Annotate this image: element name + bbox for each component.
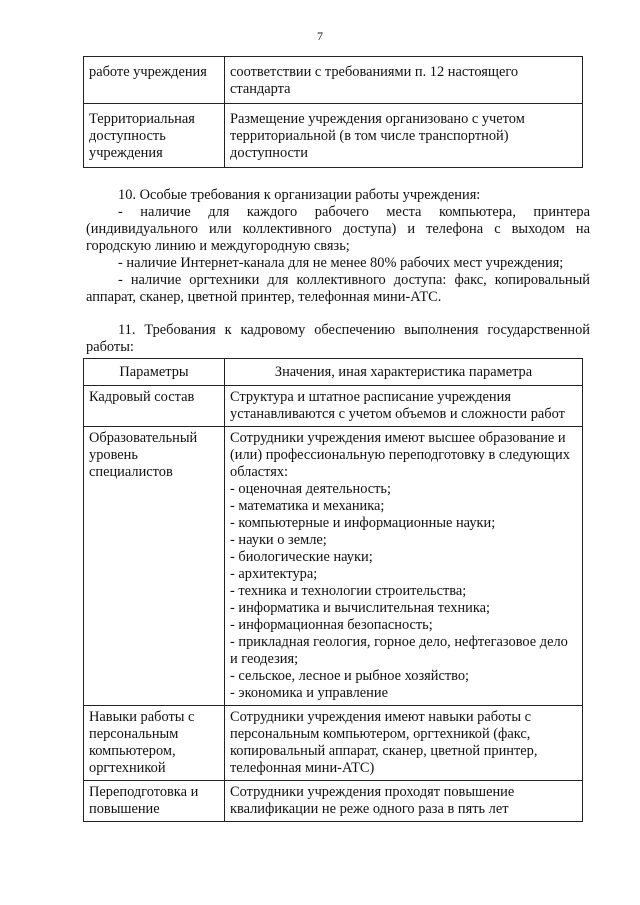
cell-line: персональным — [89, 726, 179, 742]
cell-line: - биологические науки; — [230, 549, 373, 565]
cell-line: - техника и технологии строительства; — [230, 583, 467, 599]
page-number: 7 — [317, 29, 323, 43]
list-item-line: городскую линию и междугородную связь; — [86, 238, 350, 254]
column-header: Значения, иная характеристика параметра — [225, 359, 583, 386]
cell-line: - архитектура; — [230, 566, 318, 582]
cell-line: уровень — [89, 447, 138, 463]
table-row — [84, 427, 583, 706]
cell-line: (или) профессиональную переподготовку в следующих — [230, 447, 570, 463]
table-row — [84, 706, 583, 781]
cell-line: Образовательный — [89, 430, 198, 446]
list-item-line: - наличие для каждого рабочего места компьютера, принтера — [118, 204, 590, 220]
list-item-line: аппарат, сканер, цветной принтер, телефонная мини-АТС. — [86, 289, 442, 305]
list-item-line: - наличие оргтехники для коллективного доступа: факс, копировальный — [118, 272, 590, 288]
section-10 — [86, 187, 590, 306]
value-cell — [225, 57, 583, 104]
cell-line: - оценочная деятельность; — [230, 481, 391, 497]
value-cell — [225, 104, 583, 168]
cell-line: повышение — [89, 801, 160, 817]
cell-line: работе учреждения — [89, 64, 207, 80]
cell-line: территориальной (в том числе транспортной) — [230, 128, 509, 144]
cell-line: - экономика и управление — [230, 685, 388, 701]
cell-line: копировальный аппарат, сканер, цветной принтер, — [230, 743, 538, 759]
cell-line: компьютером, — [89, 743, 176, 759]
value-cell — [225, 427, 583, 706]
cell-line: Сотрудники учреждения имеют высшее образование и — [230, 430, 566, 446]
cell-line: Сотрудники учреждения имеют навыки работы с — [230, 709, 532, 725]
table-row — [84, 104, 583, 168]
cell-line: соответствии с требованиями п. 12 настоящего — [230, 64, 519, 80]
list-item-line: (индивидуального или коллективного доступа) и телефона с выходом на — [86, 221, 590, 237]
value-cell — [225, 706, 583, 781]
cell-line: оргтехникой — [89, 760, 166, 776]
column-header: Параметры — [84, 359, 225, 386]
param-cell — [84, 781, 225, 822]
cell-line: и геодезия; — [230, 651, 299, 667]
cell-line: - информатика и вычислительная техника; — [230, 600, 491, 616]
staffing-table — [83, 358, 583, 822]
cell-line: областях: — [230, 464, 289, 480]
param-cell — [84, 104, 225, 168]
table-continuation — [83, 56, 583, 168]
param-cell — [84, 706, 225, 781]
section-heading-line: 11. Требования к кадровому обеспечению выполнения государственной — [118, 322, 590, 338]
cell-line: специалистов — [89, 464, 173, 480]
cell-line: Кадровый состав — [89, 389, 195, 405]
param-cell — [84, 57, 225, 104]
cell-line: учреждения — [89, 145, 163, 161]
table-row — [84, 781, 583, 822]
cell-line: устанавливаются с учетом объемов и сложности работ — [230, 406, 565, 422]
cell-line: - науки о земле; — [230, 532, 327, 548]
cell-line: персональным компьютером, оргтехникой (факс, — [230, 726, 531, 742]
section-11 — [86, 322, 590, 356]
cell-line: Навыки работы с — [89, 709, 195, 725]
cell-line: стандарта — [230, 81, 291, 97]
table-row — [84, 386, 583, 427]
param-cell — [84, 427, 225, 706]
cell-line: Переподготовка и — [89, 784, 199, 800]
cell-line: квалификации не реже одного раза в пять лет — [230, 801, 509, 817]
cell-line: доступность — [89, 128, 166, 144]
cell-line: - информационная безопасность; — [230, 617, 433, 633]
value-cell — [225, 386, 583, 427]
value-cell — [225, 781, 583, 822]
table-row — [84, 57, 583, 104]
section-heading-line: работы: — [86, 339, 134, 355]
cell-line: - математика и механика; — [230, 498, 385, 514]
cell-line: - прикладная геология, горное дело, нефтегазовое дело — [230, 634, 568, 650]
cell-line: Сотрудники учреждения проходят повышение — [230, 784, 515, 800]
cell-line: Территориальная — [89, 111, 195, 127]
cell-line: - сельское, лесное и рыбное хозяйство; — [230, 668, 470, 684]
cell-line: Размещение учреждения организовано с учетом — [230, 111, 525, 127]
cell-line: - компьютерные и информационные науки; — [230, 515, 496, 531]
param-cell — [84, 386, 225, 427]
list-item: - наличие Интернет-канала для не менее 80% рабочих мест учреждения; — [118, 255, 564, 271]
cell-line: доступности — [230, 145, 308, 161]
cell-line: Структура и штатное расписание учреждения — [230, 389, 511, 405]
section-heading: 10. Особые требования к организации работы учреждения: — [118, 187, 481, 203]
table-header-row — [84, 359, 583, 386]
cell-line: телефонная мини-АТС) — [230, 760, 375, 776]
